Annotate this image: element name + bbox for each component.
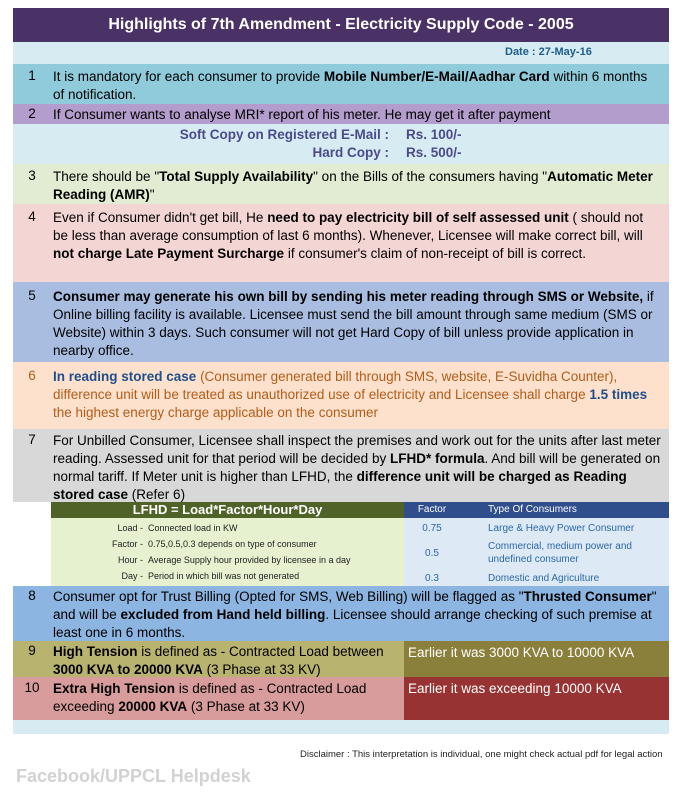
consumer-type: Large & Heavy Power Consumer: [488, 523, 635, 534]
item-text: It is mandatory for each consumer to provide Mobile Number/E-Mail/Aadhar Card within 6 months of notification.: [53, 69, 648, 102]
item-text: Even if Consumer didn't get bill, He need to pay electricity bill of self assessed unit ( should not be less than average consumption of last 6 months). Whenever, Licensee will make correct bill, will not charge Late Payment Surcharge if consumer's claim of non-receipt of bill is correct.: [53, 210, 644, 261]
item-1: [13, 64, 669, 104]
watermark: Facebook/UPPCL Helpdesk: [16, 766, 251, 786]
item-number: 8: [28, 588, 36, 603]
document: [13, 8, 669, 734]
earlier-note-9: Earlier it was 3000 KVA to 10000 KVA: [404, 641, 669, 677]
copy-charges: [13, 124, 669, 164]
item-4: [13, 204, 669, 282]
date-row: [13, 42, 669, 64]
factor-table-header: [404, 502, 669, 518]
item-8: [13, 586, 669, 641]
item-3: [13, 164, 669, 204]
item-text: If Consumer wants to analyse MRI* report of his meter. He may get it after payment: [53, 107, 551, 122]
consumer-type: Commercial, medium power and undefined consumer: [488, 541, 632, 565]
spacer-row: [13, 720, 669, 734]
earlier-note-10: Earlier it was exceeding 10000 KVA: [404, 677, 669, 720]
item-text: Consumer may generate his own bill by sending his meter reading through SMS or Website, if Online billing facility is available. Licensee must send the bill amount through same medium (SMS or Website) within 3 days. Such consumer will not get Hard Copy of bill unless provide application in nearby office.: [53, 289, 654, 358]
item-number: 6: [28, 368, 36, 383]
item-9: [13, 641, 669, 677]
factor-value: 0.75: [422, 523, 442, 534]
date-text: Date : 27-May-16: [505, 46, 592, 58]
item-5: [13, 282, 669, 362]
type-header: Type Of Consumers: [488, 504, 577, 515]
soft-copy-value: Rs. 100/-: [406, 127, 462, 142]
lfhd-formula: LFHD = Load*Factor*Hour*Day: [51, 502, 404, 518]
factor-value: 0.3: [425, 573, 439, 584]
item-number: 10: [24, 680, 40, 695]
item-number: 9: [28, 643, 36, 658]
item-10: [13, 677, 669, 720]
hard-copy-value: Rs. 500/-: [406, 145, 462, 160]
soft-copy-label: Soft Copy on Registered E-Mail :: [179, 127, 389, 142]
item-number: 5: [28, 288, 36, 303]
item-number: 4: [28, 209, 36, 224]
item-number: 3: [28, 168, 36, 183]
lfhd-formula-box: [13, 502, 669, 586]
hard-copy-label: Hard Copy :: [312, 145, 389, 160]
factor-header: Factor: [417, 504, 447, 515]
consumer-type: Domestic and Agriculture: [488, 573, 600, 584]
item-number: 1: [28, 68, 36, 83]
item-6: [13, 362, 669, 429]
factor-value: 0.5: [425, 548, 439, 559]
item-text: Extra High Tension is defined as - Contracted Load exceeding 20000 KVA (3 Phase at 33 KV): [53, 681, 367, 714]
page-title: Highlights of 7th Amendment - Electricity Supply Code - 2005: [13, 8, 669, 42]
item-text: For Unbilled Consumer, Licensee shall inspect the premises and work out for the units after last meter reading. Assessed unit for that period will be decided by LFHD* formula. And bill will be generated on normal tariff. If Meter unit is higher than LFHD, the difference unit will be charged as Reading stored case (Refer 6): [53, 433, 661, 502]
item-text: Consumer opt for Trust Billing (Opted for SMS, Web Billing) will be flagged as "Thrusted Consumer" and will be excluded from Hand held billing. Licensee should arrange checking of such premise at least one in 6 months.: [53, 589, 657, 640]
item-7: [13, 429, 669, 502]
factor-table: [404, 502, 669, 586]
item-text: High Tension is defined as - Contracted Load between 3000 KVA to 20000 KVA (3 Phase at 33 KV): [53, 644, 384, 677]
item-text: There should be "Total Supply Availability" on the Bills of the consumers having "Automatic Meter Reading (AMR)": [53, 169, 653, 202]
item-2: [13, 104, 669, 124]
item-number: 2: [28, 106, 36, 121]
disclaimer: Disclaimer : This interpretation is individual, one might check actual pdf for legal action: [300, 749, 663, 760]
lfhd-definitions: LFHD = Load*Factor*Hour*Day Load - Connected load in KW Factor - 0.75,0.5,0.3 depends on type of consumer Hour - Average Supply hour provided by licensee in a day Day - Period in which bill was not generated: [51, 502, 404, 586]
item-number: 7: [28, 432, 36, 447]
item-text: In reading stored case (Consumer generated bill through SMS, website, E-Suvidha Counter), difference unit will be treated as unauthorized use of electricity and Licensee shall charge 1.5 times the highest energy charge applicable on the consumer: [53, 369, 648, 420]
